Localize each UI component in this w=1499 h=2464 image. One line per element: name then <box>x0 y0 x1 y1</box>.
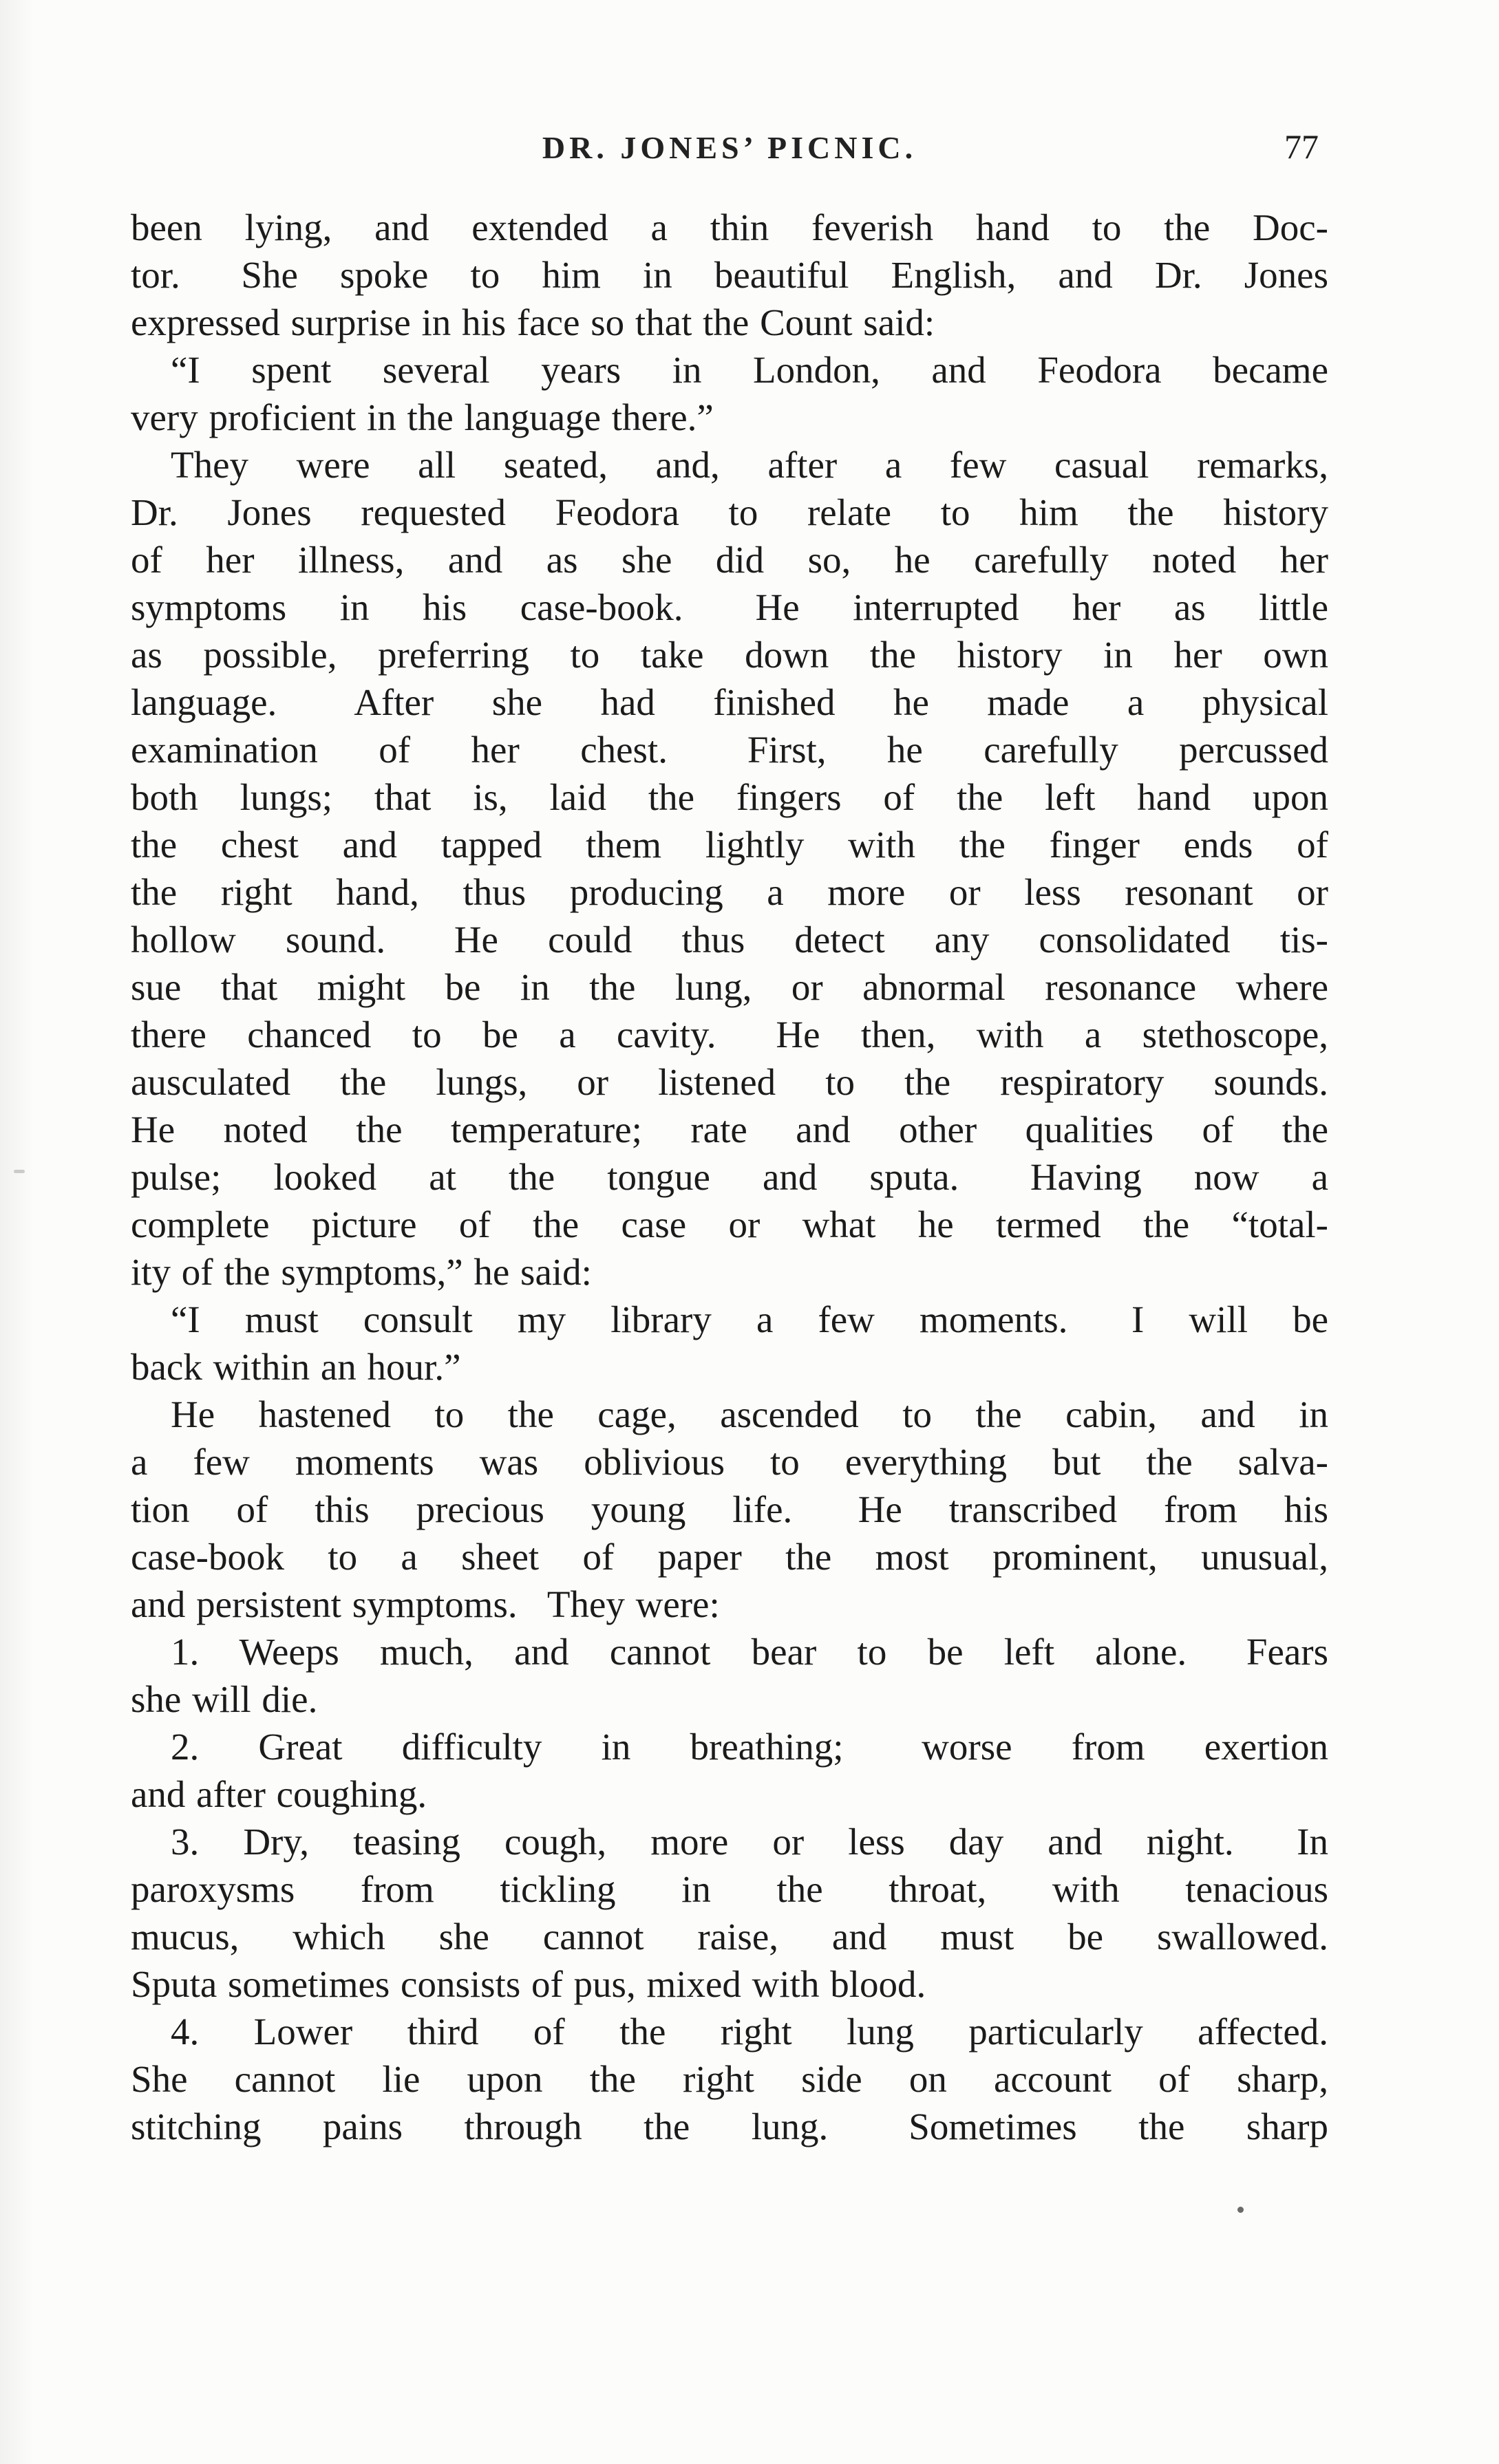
text-line: sue that might be in the lung, or abnormal resonance where <box>131 966 1328 1008</box>
page-gutter-shading <box>0 0 34 2464</box>
text-line: hollow sound. He could thus detect any consolidated tis- <box>131 919 1328 961</box>
text-line: ausculated the lungs, or listened to the respiratory sounds. <box>131 1061 1328 1103</box>
text-line: of her illness, and as she did so, he carefully noted her <box>131 539 1328 581</box>
text-line: and persistent symptoms. They were: <box>131 1583 720 1625</box>
text-line: she will die. <box>131 1678 318 1720</box>
page-number: 77 <box>1284 127 1319 166</box>
text-line: 2. Great difficulty in breathing; worse from exertion <box>171 1726 1328 1768</box>
running-title: DR. JONES’ PICNIC. <box>542 130 917 165</box>
text-line: both lungs; that is, laid the fingers of the left hand upon <box>131 776 1328 818</box>
text-line: 4. Lower third of the right lung particularly affected. <box>171 2011 1328 2053</box>
text-line: 3. Dry, teasing cough, more or less day and night. In <box>171 1821 1328 1863</box>
text-line: He hastened to the cage, ascended to the cabin, and in <box>171 1393 1328 1435</box>
text-line: paroxysms from tickling in the throat, with tenacious <box>131 1868 1328 1910</box>
text-line: symptoms in his case-book. He interrupted her as little <box>131 586 1328 628</box>
text-line: back within an hour.” <box>131 1346 461 1388</box>
text-line: been lying, and extended a thin feverish hand to the Doc- <box>131 206 1328 248</box>
text-line: as possible, preferring to take down the history in her own <box>131 634 1328 676</box>
text-line: a few moments was oblivious to everything but the salva- <box>131 1441 1328 1483</box>
text-line: tor. She spoke to him in beautiful English, and Dr. Jones <box>131 254 1328 296</box>
page-body-text <box>131 204 1328 2150</box>
text-line: and after coughing. <box>131 1773 427 1815</box>
scan-artifact-left-margin <box>14 1170 25 1173</box>
text-line: expressed surprise in his face so that the Count said: <box>131 301 935 343</box>
text-line: complete picture of the case or what he termed the “total- <box>131 1203 1328 1245</box>
text-line: 1. Weeps much, and cannot bear to be left alone. Fears <box>171 1631 1328 1673</box>
text-line: stitching pains through the lung. Sometimes the sharp <box>131 2106 1328 2147</box>
text-line: She cannot lie upon the right side on account of sharp, <box>131 2058 1328 2100</box>
text-line: the chest and tapped them lightly with the finger ends of <box>131 824 1328 866</box>
text-line: language. After she had finished he made a physical <box>131 681 1328 723</box>
text-line: tion of this precious young life. He transcribed from his <box>131 1488 1328 1530</box>
text-line: there chanced to be a cavity. He then, with a stethoscope, <box>131 1014 1328 1056</box>
text-line: pulse; looked at the tongue and sputa. Having now a <box>131 1156 1328 1198</box>
text-line: He noted the temperature; rate and other qualities of the <box>131 1108 1328 1150</box>
page-header <box>131 129 1328 173</box>
text-line: Sputa sometimes consists of pus, mixed with blood. <box>131 1963 926 2005</box>
text-line: case-book to a sheet of paper the most prominent, unusual, <box>131 1536 1328 1578</box>
text-line: Dr. Jones requested Feodora to relate to him the history <box>131 491 1328 533</box>
text-line: ity of the symptoms,” he said: <box>131 1251 592 1293</box>
text-line: “I must consult my library a few moments. I will be <box>171 1298 1328 1340</box>
text-line: mucus, which she cannot raise, and must be swallowed. <box>131 1916 1328 1958</box>
text-line: very proficient in the language there.” <box>131 396 714 438</box>
text-line: examination of her chest. First, he carefully percussed <box>131 729 1328 771</box>
text-line: the right hand, thus producing a more or less resonant or <box>131 871 1328 913</box>
scan-artifact-dot <box>1237 2207 1244 2213</box>
text-line: “I spent several years in London, and Feodora became <box>171 349 1328 391</box>
text-line: They were all seated, and, after a few casual remarks, <box>171 444 1328 486</box>
